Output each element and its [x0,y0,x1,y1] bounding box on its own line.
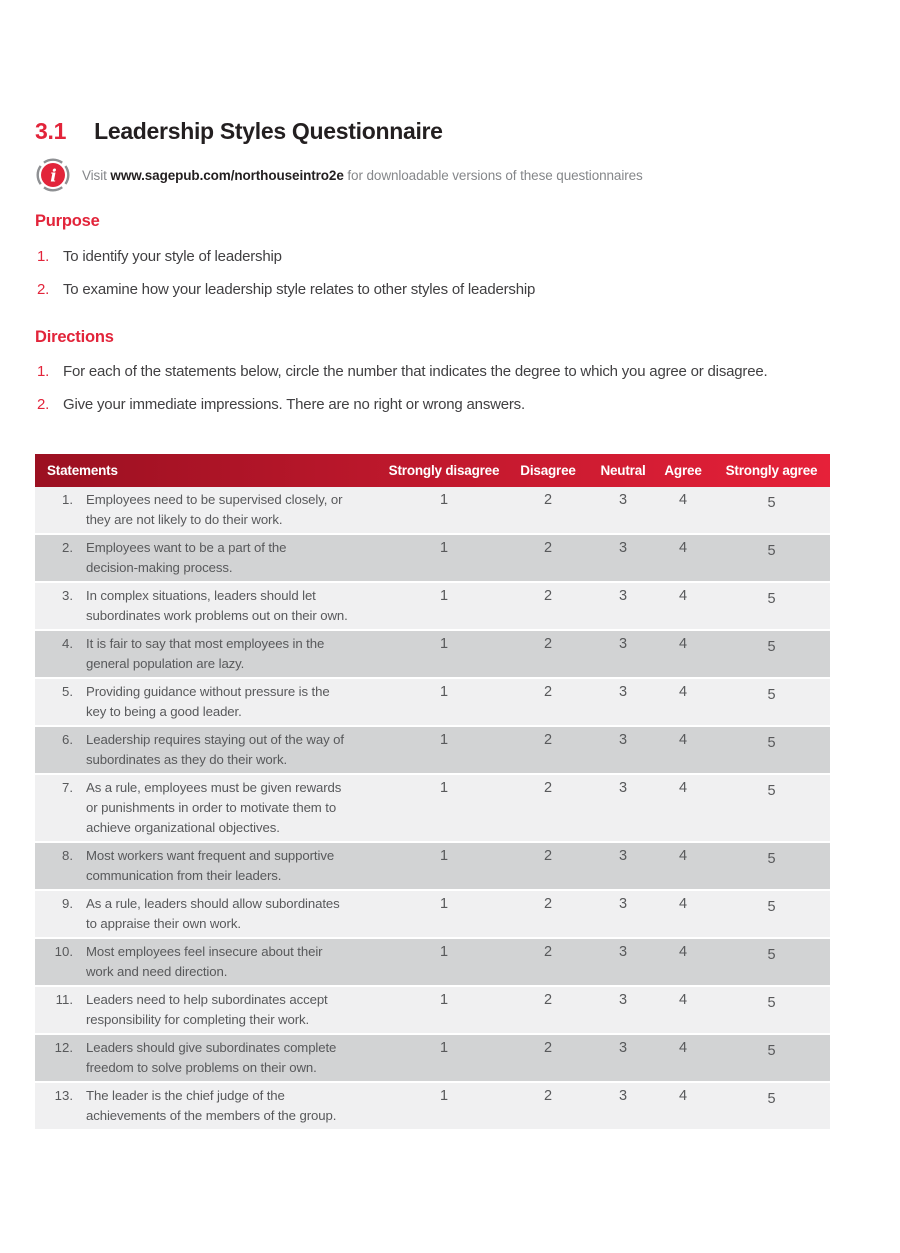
directions-list [35,362,830,414]
rating-cell-2 [503,894,593,934]
rating-3[interactable]: 3 [618,492,628,508]
rating-cell-2 [503,586,593,626]
rating-5[interactable]: 5 [767,1091,776,1107]
rating-cell-5 [713,894,830,934]
rating-cell-3 [593,1038,653,1078]
info-prefix: Visit [82,167,111,183]
svg-text:i: i [50,166,57,187]
statement-text: As a rule, leaders should allow subordinates to appraise their own work. [86,896,340,931]
rating-cell-5 [713,730,830,770]
rating-cell-4 [653,1086,713,1126]
rating-1[interactable]: 1 [439,848,449,864]
statement-text: Leadership requires staying out of the way of subordinates as they do their work. [86,732,344,767]
rating-cell-1 [385,942,503,982]
rating-cell-1 [385,490,503,530]
list-item [35,247,830,266]
questionnaire-table [35,454,830,1131]
rating-3[interactable]: 3 [618,992,628,1008]
rating-4[interactable]: 4 [678,896,688,912]
rating-1[interactable]: 1 [439,992,449,1008]
rating-3[interactable]: 3 [618,1040,628,1056]
info-text [82,168,643,183]
rating-cell-2 [503,990,593,1030]
rating-1[interactable]: 1 [439,896,449,912]
statement-number: 12. [54,1040,73,1055]
header-cell-disagree: Disagree [520,463,576,478]
rating-cell-1 [385,634,503,674]
statement-cell [35,634,385,674]
rating-4[interactable]: 4 [678,732,688,748]
rating-cell-4 [653,490,713,530]
statement-text: As a rule, employees must be given rewards or punishments in order to motivate them to achieve organizational objectives. [86,780,342,835]
rating-cell-2 [503,730,593,770]
rating-3[interactable]: 3 [618,684,628,700]
statement-cell [35,1086,385,1126]
rating-5[interactable]: 5 [767,687,776,703]
list-item-text: Give your immediate impressions. There are no right or wrong answers. [63,396,525,413]
rating-2[interactable]: 2 [543,732,553,748]
directions-heading: Directions [35,328,114,346]
rating-1[interactable]: 1 [439,540,449,556]
rating-4[interactable]: 4 [678,540,688,556]
statement-text: Leaders should give subordinates complete freedom to solve problems on their own. [86,1040,337,1075]
rating-2[interactable]: 2 [543,636,553,652]
rating-cell-3 [593,990,653,1030]
rating-2[interactable]: 2 [543,780,553,796]
rating-5[interactable]: 5 [767,591,776,607]
table-row [35,631,830,679]
rating-cell-5 [713,682,830,722]
list-item-number: 2. [37,396,50,413]
statement-number: 7. [62,780,73,795]
rating-cell-3 [593,634,653,674]
rating-cell-5 [713,778,830,838]
rating-3[interactable]: 3 [618,540,628,556]
rating-1[interactable]: 1 [439,1088,449,1104]
statement-cell [35,730,385,770]
rating-4[interactable]: 4 [678,1088,688,1104]
table-body [35,487,830,1131]
rating-cell-5 [713,1038,830,1078]
rating-4[interactable]: 4 [678,492,688,508]
table-row [35,727,830,775]
statement-text: Most employees feel insecure about their work and need direction. [86,944,323,979]
rating-cell-3 [593,538,653,578]
rating-2[interactable]: 2 [543,588,553,604]
rating-cell-2 [503,682,593,722]
rating-4[interactable]: 4 [678,684,688,700]
header-cell-neutral: Neutral [600,463,646,478]
rating-cell-5 [713,1086,830,1126]
rating-cell-5 [713,634,830,674]
rating-cell-2 [503,1038,593,1078]
rating-cell-4 [653,586,713,626]
rating-1[interactable]: 1 [439,944,449,960]
statement-number: 1. [62,492,73,507]
rating-5[interactable]: 5 [767,1043,776,1059]
statement-text: Providing guidance without pressure is the key to being a good leader. [86,684,330,719]
rating-cell-5 [713,990,830,1030]
rating-5[interactable]: 5 [767,899,776,915]
rating-4[interactable]: 4 [678,848,688,864]
info-url[interactable]: www.sagepub.com/northouseintro2e [110,167,344,183]
rating-3[interactable]: 3 [618,780,628,796]
header-cell-agree: Agree [664,463,702,478]
rating-1[interactable]: 1 [439,780,449,796]
rating-cell-4 [653,846,713,886]
rating-cell-3 [593,846,653,886]
rating-cell-3 [593,778,653,838]
rating-5[interactable]: 5 [767,947,776,963]
info-suffix: for downloadable versions of these questionnaires [343,167,643,183]
rating-cell-4 [653,682,713,722]
rating-cell-3 [593,894,653,934]
list-item-text: To identify your style of leadership [63,248,282,265]
list-item-text: To examine how your leadership style relates to other styles of leadership [63,281,536,298]
rating-1[interactable]: 1 [439,1040,449,1056]
rating-cell-1 [385,730,503,770]
rating-5[interactable]: 5 [767,851,776,867]
statement-text: Leaders need to help subordinates accept responsibility for completing their work. [86,992,328,1027]
rating-cell-4 [653,894,713,934]
table-row [35,939,830,987]
rating-cell-3 [593,586,653,626]
statement-number: 13. [54,1088,73,1103]
table-row [35,843,830,891]
rating-2[interactable]: 2 [543,540,553,556]
statement-cell [35,682,385,722]
statement-number: 8. [62,848,73,863]
rating-2[interactable]: 2 [543,684,553,700]
rating-4[interactable]: 4 [678,1040,688,1056]
statement-cell [35,1038,385,1078]
statement-cell [35,894,385,934]
rating-2[interactable]: 2 [543,944,553,960]
page-header [35,118,830,145]
statement-text: In complex situations, leaders should let subordinates work problems out on their own. [86,588,348,623]
rating-1[interactable]: 1 [439,684,449,700]
rating-cell-4 [653,634,713,674]
rating-1[interactable]: 1 [439,636,449,652]
rating-cell-2 [503,490,593,530]
section-number: 3.1 [35,118,67,144]
rating-cell-2 [503,538,593,578]
rating-cell-5 [713,586,830,626]
table-row [35,487,830,535]
rating-cell-5 [713,538,830,578]
rating-5[interactable]: 5 [767,995,776,1011]
rating-cell-1 [385,990,503,1030]
rating-cell-1 [385,846,503,886]
statement-cell [35,778,385,838]
rating-cell-5 [713,490,830,530]
list-item-number: 1. [37,248,50,265]
page-title: Leadership Styles Questionnaire [94,118,443,144]
rating-5[interactable]: 5 [767,735,776,751]
header-cell-strongly-agree: Strongly agree [725,463,818,478]
statement-cell [35,490,385,530]
statement-text: The leader is the chief judge of the achievements of the members of the group. [86,1088,337,1123]
rating-2[interactable]: 2 [543,1088,553,1104]
rating-cell-2 [503,778,593,838]
table-header-row [35,454,830,487]
statement-number: 4. [62,636,73,651]
statement-cell [35,586,385,626]
rating-3[interactable]: 3 [618,636,628,652]
rating-3[interactable]: 3 [618,588,628,604]
rating-cell-3 [593,942,653,982]
table-row [35,583,830,631]
rating-2[interactable]: 2 [543,848,553,864]
statement-cell [35,846,385,886]
rating-cell-4 [653,730,713,770]
rating-cell-5 [713,846,830,886]
purpose-heading: Purpose [35,212,100,230]
rating-3[interactable]: 3 [618,848,628,864]
statement-cell [35,538,385,578]
rating-3[interactable]: 3 [618,896,628,912]
rating-4[interactable]: 4 [678,588,688,604]
rating-cell-2 [503,846,593,886]
statement-cell [35,990,385,1030]
rating-cell-4 [653,1038,713,1078]
statement-text: It is fair to say that most employees in the general population are lazy. [86,636,325,671]
rating-1[interactable]: 1 [439,492,449,508]
info-line [35,157,830,193]
rating-cell-1 [385,778,503,838]
info-icon [35,157,71,193]
rating-cell-3 [593,490,653,530]
rating-3[interactable]: 3 [618,732,628,748]
rating-cell-1 [385,1086,503,1126]
rating-cell-4 [653,990,713,1030]
table-row [35,679,830,727]
rating-5[interactable]: 5 [767,495,776,511]
rating-cell-3 [593,682,653,722]
statement-number: 6. [62,732,73,747]
rating-cell-3 [593,1086,653,1126]
header-cell-statements: Statements [47,463,118,478]
table-row [35,1035,830,1083]
rating-cell-5 [713,942,830,982]
rating-5[interactable]: 5 [767,783,776,799]
statement-text: Employees want to be a part of the decision-making process. [86,540,287,575]
rating-cell-2 [503,634,593,674]
rating-2[interactable]: 2 [543,1040,553,1056]
rating-5[interactable]: 5 [767,639,776,655]
rating-cell-4 [653,778,713,838]
purpose-list [35,247,830,299]
rating-3[interactable]: 3 [618,944,628,960]
rating-1[interactable]: 1 [439,588,449,604]
rating-4[interactable]: 4 [678,780,688,796]
statement-number: 3. [62,588,73,603]
table-row [35,891,830,939]
table-row [35,535,830,583]
statement-number: 2. [62,540,73,555]
table-row [35,1083,830,1131]
table-row [35,775,830,843]
rating-cell-2 [503,942,593,982]
list-item [35,395,830,414]
rating-cell-1 [385,586,503,626]
rating-4[interactable]: 4 [678,636,688,652]
rating-1[interactable]: 1 [439,732,449,748]
statement-number: 10. [54,944,73,959]
rating-2[interactable]: 2 [543,896,553,912]
list-item-number: 1. [37,363,50,380]
rating-cell-1 [385,538,503,578]
header-cell-strongly-disagree: Strongly disagree [388,463,500,478]
statement-text: Employees need to be supervised closely, or they are not likely to do their work. [86,492,343,527]
list-item-number: 2. [37,281,50,298]
rating-4[interactable]: 4 [678,944,688,960]
rating-cell-1 [385,682,503,722]
rating-4[interactable]: 4 [678,992,688,1008]
statement-text: Most workers want frequent and supportive communication from their leaders. [86,848,335,883]
table-row [35,987,830,1035]
list-item-text: For each of the statements below, circle the number that indicates the degree to which you agree or disagree. [63,363,768,380]
rating-cell-3 [593,730,653,770]
rating-cell-4 [653,538,713,578]
list-item [35,280,830,299]
rating-cell-2 [503,1086,593,1126]
rating-cell-1 [385,1038,503,1078]
statement-number: 9. [62,896,73,911]
rating-2[interactable]: 2 [543,492,553,508]
list-item [35,362,830,381]
rating-cell-1 [385,894,503,934]
rating-3[interactable]: 3 [618,1088,628,1104]
statement-cell [35,942,385,982]
rating-5[interactable]: 5 [767,543,776,559]
statement-number: 5. [62,684,73,699]
statement-number: 11. [55,992,73,1007]
rating-cell-4 [653,942,713,982]
rating-2[interactable]: 2 [543,992,553,1008]
